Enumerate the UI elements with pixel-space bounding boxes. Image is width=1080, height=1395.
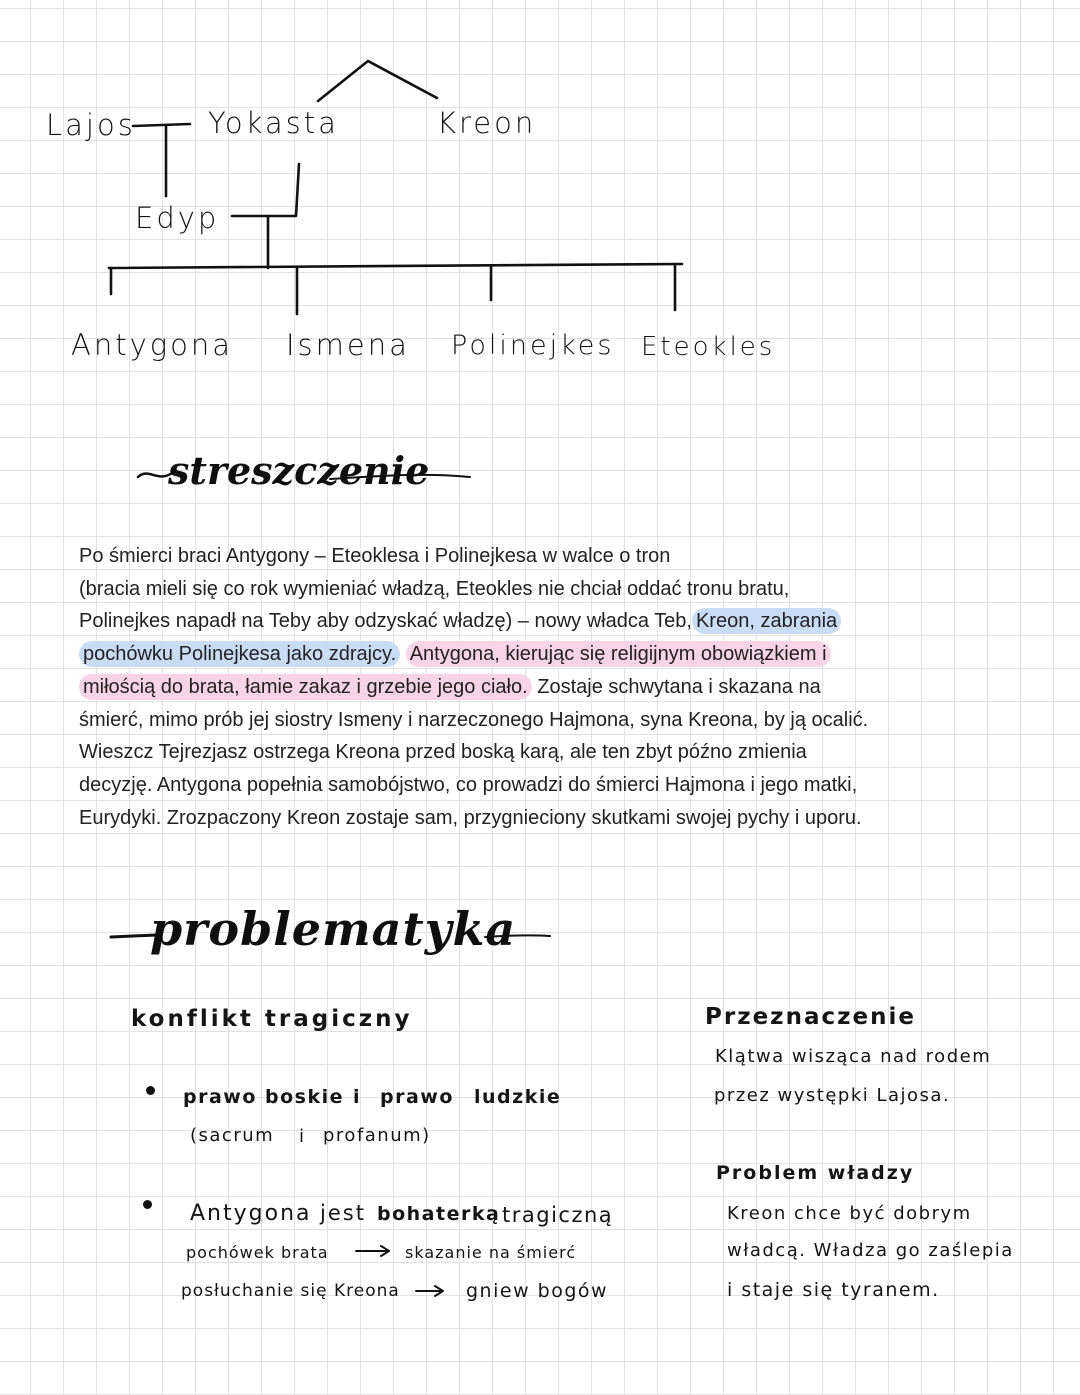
wladza-zaslepia-text: władcą. Władza go zaślepia (727, 1240, 1014, 1261)
tragiczna-text: tragiczną (502, 1203, 614, 1227)
bullet-1 (146, 1086, 155, 1095)
sacrum-text: (sacrum (190, 1125, 275, 1146)
name-jokasta: Yokasta (208, 106, 339, 140)
summary-text (79, 540, 979, 834)
posluchanie-text: posłuchanie się Kreona (181, 1281, 400, 1301)
name-polinejkes: Polinejkes (451, 330, 615, 361)
summary-line: (bracia mieli się co rok wymieniać władzą, Eteokles nie chciał oddać tronu bratu, (79, 577, 790, 600)
wladza-title: Problem władzy (716, 1162, 915, 1184)
name-eteokles: Eteokles (641, 332, 776, 362)
highlight-antygona: Antygona, kierując się religijnym obowiązkiem i (406, 641, 831, 667)
profanum-text: profanum) (323, 1125, 431, 1146)
summary-line (79, 638, 979, 671)
wystepki-text: przez występki Lajosa. (714, 1085, 951, 1106)
name-kreon: Kreon (437, 106, 537, 140)
kreon-dobry-text: Kreon chce być dobrym (727, 1203, 972, 1224)
name-ismena: Ismena (286, 328, 410, 362)
gniew-text: gniew bogów (466, 1280, 609, 1302)
summary-line: miłością do brata, łamie zakaz i grzebie jego ciało. Zostaje schwytana i skazana na (79, 671, 979, 704)
summary-line: śmierć, mimo prób jej siostry Ismeny i narzeczonego Hajmona, syna Kreona, by ją ocalić. (79, 708, 869, 731)
prawo-boskie-text: prawo boskie (183, 1086, 345, 1108)
highlight-milosc: miłością do brata, łamie zakaz i grzebie jego ciało. (79, 674, 532, 700)
name-lajos: Lajos (46, 108, 136, 142)
problematyka-heading: problematyka (150, 902, 517, 956)
summary-line: Eurydyki. Zrozpaczony Kreon zostaje sam, przygnieciony skutkami swojej pychy i uporu. (79, 806, 862, 829)
arrow-icon (354, 1243, 394, 1259)
tyran-text: i staje się tyranem. (727, 1279, 940, 1301)
skazanie-text: skazanie na śmierć (405, 1243, 577, 1262)
connector-i: i (353, 1086, 362, 1108)
summary-line: Po śmierci braci Antygony – Eteoklesa i Polinejkesa w walce o tron (79, 545, 671, 567)
summary-line: Wieszcz Tejrezjasz ostrzega Kreona przed boską karą, ale ten zbyt późno zmienia (79, 741, 807, 764)
bohaterka-text: bohaterką (377, 1203, 501, 1225)
summary-line: Polinejkes napadł na Teby aby odzyskać władzę) – nowy władca Teb, Kreon, zabrania (79, 605, 979, 638)
pochowek-text: pochówek brata (186, 1243, 329, 1262)
name-edyp: Edyp (135, 201, 220, 235)
przeznaczenie-title: Przeznaczenie (705, 1004, 916, 1030)
antygona-text: Antygona (190, 1201, 312, 1226)
ludzkie-text: ludzkie (474, 1086, 562, 1108)
jest-text: jest (320, 1201, 366, 1225)
konflikt-title: konflikt tragiczny (131, 1006, 413, 1032)
summary-heading: streszczenie (168, 448, 430, 493)
arrow-icon (414, 1283, 448, 1299)
prawo-text: prawo (380, 1086, 454, 1108)
summary-line: decyzję. Antygona popełnia samobójstwo, co prowadzi do śmierci Hajmona i jego matki, (79, 773, 858, 796)
bullet-2 (143, 1200, 152, 1209)
highlight-kreon: Kreon, zabrania (692, 608, 841, 634)
connector-i-2: i (299, 1126, 306, 1147)
name-antygona: Antygona (71, 328, 234, 362)
klatwa-text: Klątwa wisząca nad rodem (715, 1046, 992, 1067)
highlight-pochowek: pochówku Polinejkesa jako zdrajcy. (79, 641, 400, 667)
